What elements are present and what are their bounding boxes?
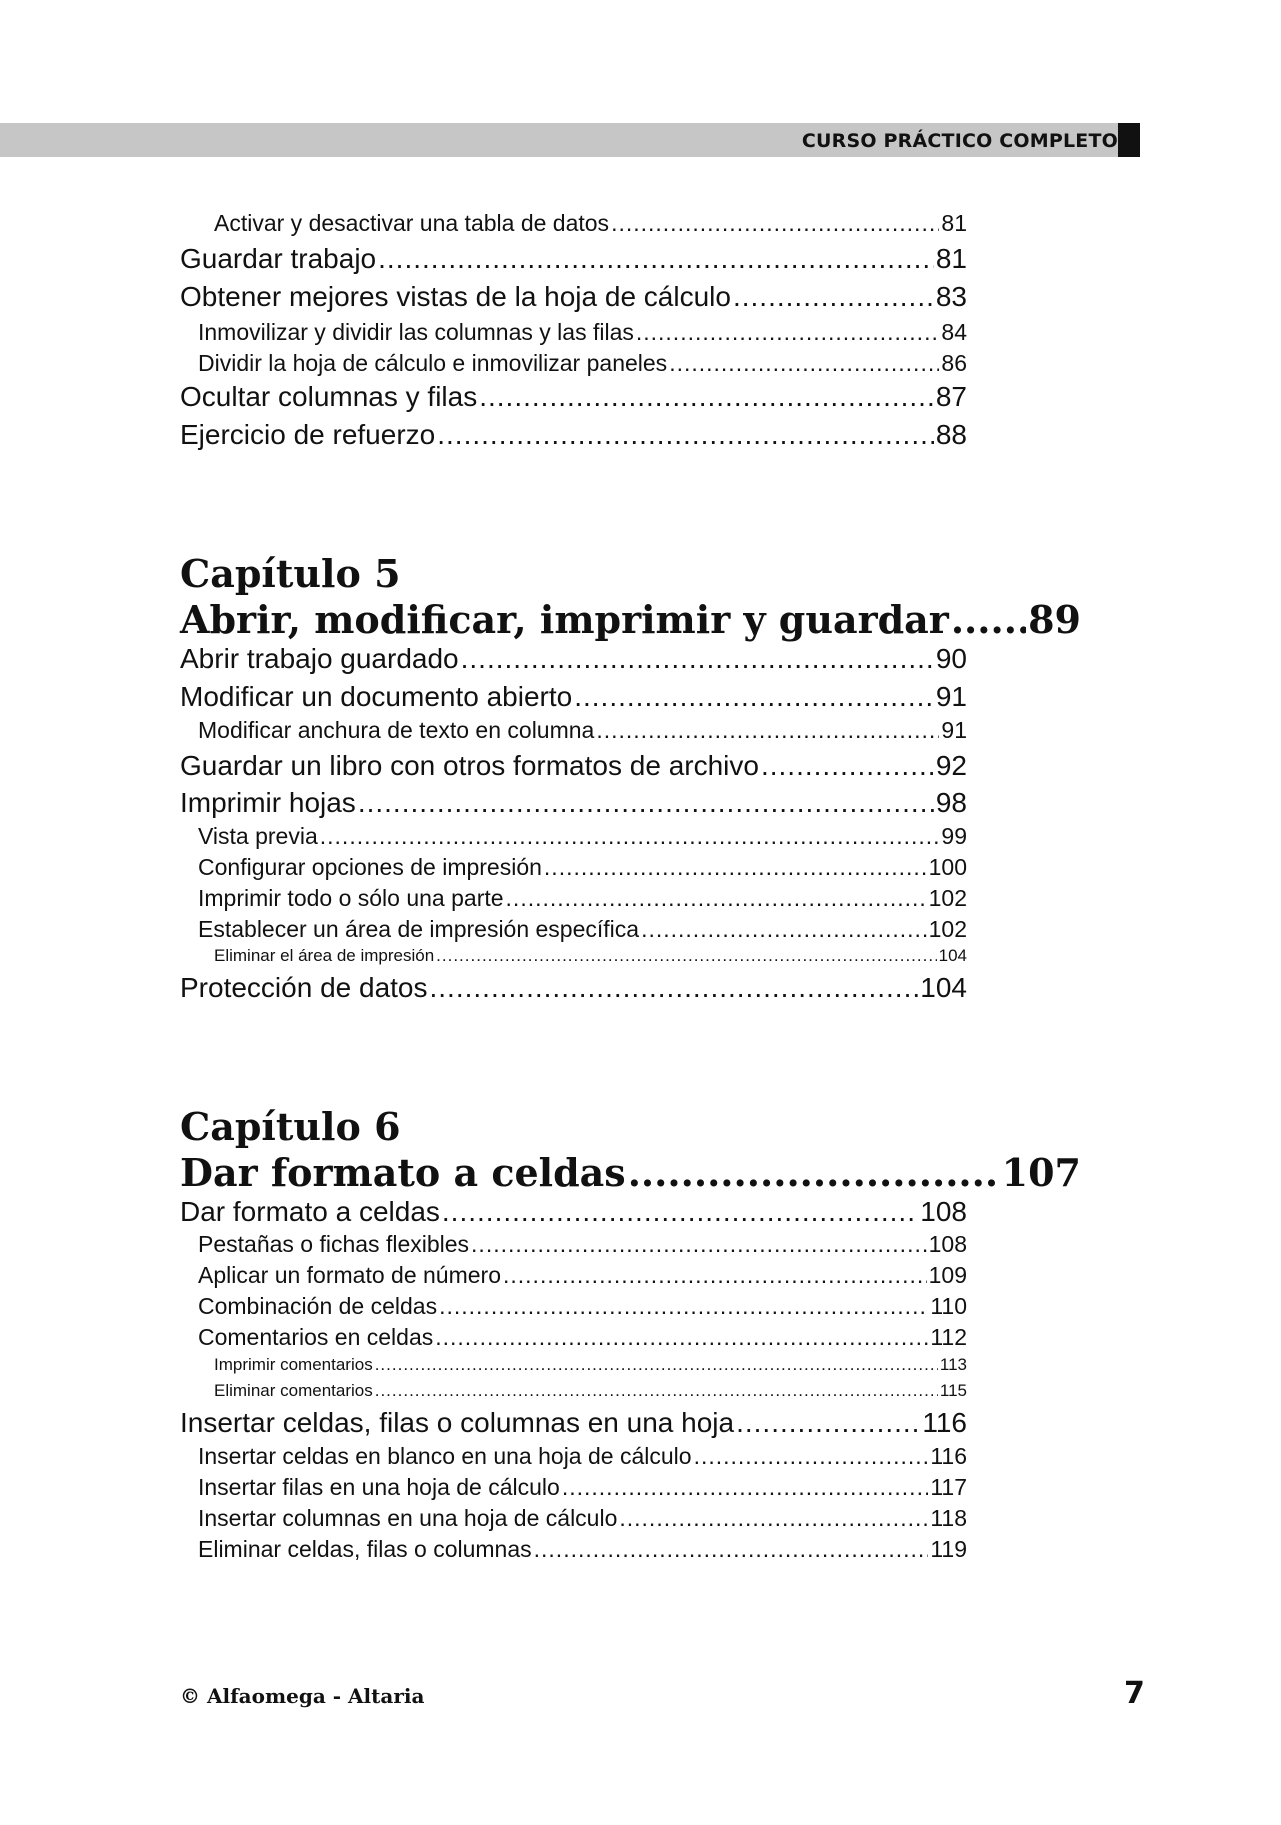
toc-entry xyxy=(214,946,967,966)
toc-entry xyxy=(180,1196,967,1228)
toc-entry xyxy=(198,1443,967,1470)
toc-entry xyxy=(214,210,967,237)
toc-entry-text: Dar formato a celdas xyxy=(180,1196,440,1227)
toc-entry-page: 91 xyxy=(941,717,967,743)
toc-entry-page: 99 xyxy=(941,823,967,849)
toc-entry xyxy=(198,916,967,943)
toc-entry-page: 113 xyxy=(939,1355,967,1374)
toc-entry-page: 110 xyxy=(930,1293,967,1319)
toc-entry-page: 104 xyxy=(938,946,967,965)
toc-entry-page: 119 xyxy=(930,1536,967,1562)
toc-entry-page: 108 xyxy=(928,1231,967,1257)
toc-entry-page: 104 xyxy=(920,972,967,1003)
toc-entry xyxy=(180,419,967,451)
page-number: 7 xyxy=(1124,1676,1145,1711)
toc-entry-text: Eliminar comentarios xyxy=(214,1381,373,1400)
toc-entry-text: Guardar un libro con otros formatos de archivo xyxy=(180,750,759,781)
toc-entry xyxy=(180,972,967,1004)
toc-entry xyxy=(198,1231,967,1258)
toc-entry xyxy=(180,381,967,413)
toc-entry xyxy=(180,643,967,675)
toc-entry-page: 100 xyxy=(928,854,967,880)
toc-entry-page: 98 xyxy=(935,787,967,818)
toc-entry-text: Ejercicio de refuerzo xyxy=(180,419,436,450)
toc-entry xyxy=(214,1355,967,1375)
toc-entry xyxy=(180,681,967,713)
toc-entry-text: Modificar anchura de texto en columna xyxy=(198,717,595,743)
toc-entry-page: 88 xyxy=(935,419,967,450)
toc-entry xyxy=(198,717,967,744)
toc-entry-text: Imprimir todo o sólo una parte xyxy=(198,885,504,911)
toc-entry-page: 108 xyxy=(920,1196,967,1227)
chapter-label: Capítulo 5 xyxy=(180,551,401,596)
toc-entry-text: Imprimir hojas xyxy=(180,787,356,818)
toc-entry-text: Configurar opciones de impresión xyxy=(198,854,542,880)
toc-entry xyxy=(180,243,967,275)
chapter-page: 89 xyxy=(1028,597,1081,642)
toc-entry xyxy=(198,350,967,377)
toc-entry-text: Protección de datos xyxy=(180,972,428,1003)
toc-entry-page: 116 xyxy=(922,1407,967,1438)
toc-entry-text: Insertar celdas en blanco en una hoja de cálculo xyxy=(198,1443,692,1469)
toc-entry-text: Eliminar celdas, filas o columnas xyxy=(198,1536,532,1562)
footer-copyright: © Alfaomega - Altaria xyxy=(180,1684,425,1708)
toc-entry-text: Aplicar un formato de número xyxy=(198,1262,501,1288)
chapter-title-entry xyxy=(180,1150,1081,1195)
toc-entry xyxy=(180,281,967,313)
toc-entry-page: 118 xyxy=(930,1505,967,1531)
toc-entry-page: 87 xyxy=(935,381,967,412)
toc-entry-text: Inmovilizar y dividir las columnas y las filas xyxy=(198,319,634,345)
toc-entry-text: Modificar un documento abierto xyxy=(180,681,573,712)
toc-entry-page: 81 xyxy=(935,243,967,274)
toc-entry-page: 83 xyxy=(935,281,967,312)
chapter-page: 107 xyxy=(1001,1150,1081,1195)
toc-entry-text: Insertar celdas, filas o columnas en una hoja xyxy=(180,1407,735,1438)
running-header: CURSO PRÁCTICO COMPLETO xyxy=(801,130,1118,152)
toc-entry-text: Ocultar columnas y filas xyxy=(180,381,478,412)
toc-entry xyxy=(198,823,967,850)
toc-entry-page: 102 xyxy=(928,885,967,911)
toc-entry-text: Imprimir comentarios xyxy=(214,1355,373,1374)
toc-entry-text: Comentarios en celdas xyxy=(198,1324,434,1350)
toc-entry xyxy=(198,1262,967,1289)
toc-entry-page: 84 xyxy=(941,319,967,345)
toc-entry-page: 81 xyxy=(941,210,967,236)
toc-entry-text: Combinación de celdas xyxy=(198,1293,438,1319)
toc-entry-page: 92 xyxy=(935,750,967,781)
toc-entry xyxy=(198,1293,967,1320)
toc-entry xyxy=(214,1381,967,1401)
toc-entry-text: Insertar filas en una hoja de cálculo xyxy=(198,1474,560,1500)
toc-entry-page: 116 xyxy=(930,1443,967,1469)
toc-entry xyxy=(198,1474,967,1501)
toc-entry xyxy=(198,1324,967,1351)
toc-entry-text: Abrir trabajo guardado xyxy=(180,643,459,674)
toc-entry xyxy=(198,854,967,881)
toc-entry-page: 90 xyxy=(935,643,967,674)
toc-entry xyxy=(180,750,967,782)
toc-entry-page: 112 xyxy=(930,1324,967,1350)
toc-entry-text: Establecer un área de impresión específica xyxy=(198,916,640,942)
toc-entry-text: Dividir la hoja de cálculo e inmovilizar paneles xyxy=(198,350,668,376)
toc-entry-page: 109 xyxy=(928,1262,967,1288)
toc-entry xyxy=(198,1536,967,1563)
toc-entry xyxy=(198,319,967,346)
toc-entry xyxy=(198,1505,967,1532)
toc-entry-page: 91 xyxy=(935,681,967,712)
toc-entry-text: Vista previa xyxy=(198,823,318,849)
toc-entry-page: 115 xyxy=(939,1381,967,1400)
chapter-title: Dar formato a celdas xyxy=(180,1150,626,1195)
toc-entry-text: Eliminar el área de impresión xyxy=(214,946,435,965)
toc-entry xyxy=(198,885,967,912)
toc-entry-page: 102 xyxy=(928,916,967,942)
toc-entry-text: Activar y desactivar una tabla de datos xyxy=(214,210,610,236)
toc-entry xyxy=(180,1407,967,1439)
toc-entry-text: Pestañas o fichas flexibles xyxy=(198,1231,470,1257)
chapter-title: Abrir, modificar, imprimir y guardar xyxy=(180,597,949,642)
toc-entry-text: Guardar trabajo xyxy=(180,243,377,274)
chapter-title-entry xyxy=(180,597,1081,642)
toc-entry-page: 117 xyxy=(930,1474,967,1500)
toc-entry-text: Obtener mejores vistas de la hoja de cálculo xyxy=(180,281,731,312)
toc-entry-page: 86 xyxy=(941,350,967,376)
toc-entry xyxy=(180,787,967,819)
toc-entry-text: Insertar columnas en una hoja de cálculo xyxy=(198,1505,618,1531)
chapter-label: Capítulo 6 xyxy=(180,1104,401,1149)
